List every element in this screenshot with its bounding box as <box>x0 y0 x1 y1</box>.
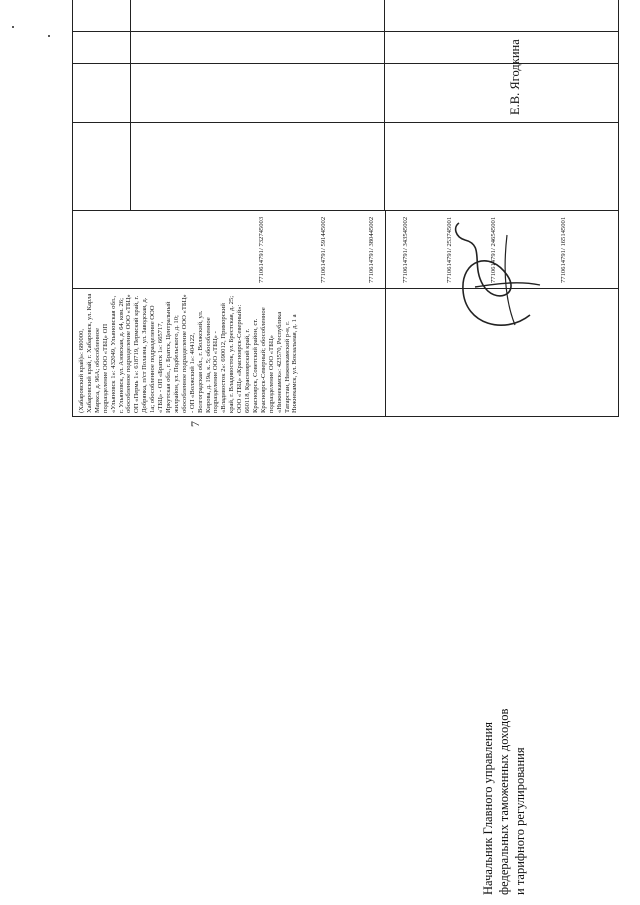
table-row-line <box>130 0 131 211</box>
inn-kpp-cell: 7710614791/ 165145001 <box>560 216 567 283</box>
inn-kpp-cell: 7710614791/ 380445002 <box>368 216 375 283</box>
inn-kpp-cell: 7710614791/ 253745001 <box>446 216 453 283</box>
page-number: 7 <box>188 421 202 427</box>
scan-speck <box>48 35 50 37</box>
table-border <box>72 416 618 417</box>
signatory-title-line-1: Начальник Главного управления <box>481 721 495 895</box>
table-row-line <box>384 0 385 211</box>
table-column-line <box>72 63 618 64</box>
signatory-title-line-3: и тарифного регулирования <box>513 747 527 895</box>
scan-speck <box>12 26 14 28</box>
inn-kpp-cell: 7710614791/ 343545002 <box>402 216 409 283</box>
address-cell: (Хабаровский край)»: 680000, Хабаровский край, г. Хабаровск, ул. Карла Маркса, д. 96А; обособленное подразделение ООО «ТБЦ» ОП «Ульяновск 1»: 432049, Ульяновская обл., г. Ульяновск, ул. Азовская, д. 64, ком. 26; обособленное подразделение ООО «ТБЦ» ОП «Пермь 1»: 618719, Пермский край, г. Добрянка, п/ст Полазна, ул. Заводская, д. 1а; обособленное подразделение ООО «ТБЦ» - ОП «Братск 1»: 665717, Иркутская обл., г. Братск, Центральный жилрайон, ул. Подбельского, д. 10; обособленное подразделение ООО «ТБЦ» - ОП «Волжский 1»: 404122, Волгоградская обл., г. Волжский, ул. Кирова, д. 19а, к. 5; обособленное подразделение ООО «ТБЦ» - «Владивосток 2»: 690012, Приморский край, г. Владивосток, ул. Брестская, д. 25; ООО «ТБЦ» «Красноярск-Северный»: 660118, Красноярский край, г. Красноярск, Советский район, ст. Красноярск-Северный; обособленное подразделение ООО «ТБЦ» «Нижнекамск»: 423570, Республика Татарстан, Нижнекамский р-н, г. Нижнекамск, ул. Вокзальная, д. 1 а <box>78 293 299 413</box>
table-column-line <box>72 122 618 123</box>
table-column-line <box>72 31 618 32</box>
signatory-name: Е.В. Ягодкина <box>508 39 522 115</box>
table-row-line <box>385 211 386 417</box>
table-border <box>618 0 619 417</box>
inn-kpp-cell: 7710614791/ 591445002 <box>320 216 327 283</box>
inn-kpp-cell: 7710614791/ 246545001 <box>490 216 497 283</box>
signatory-block <box>480 709 528 895</box>
inn-kpp-cell: 7710614791/ 732745003 <box>258 216 265 283</box>
signatory-title-line-2: федеральных таможенных доходов <box>497 708 511 895</box>
table-column-line <box>72 210 618 211</box>
